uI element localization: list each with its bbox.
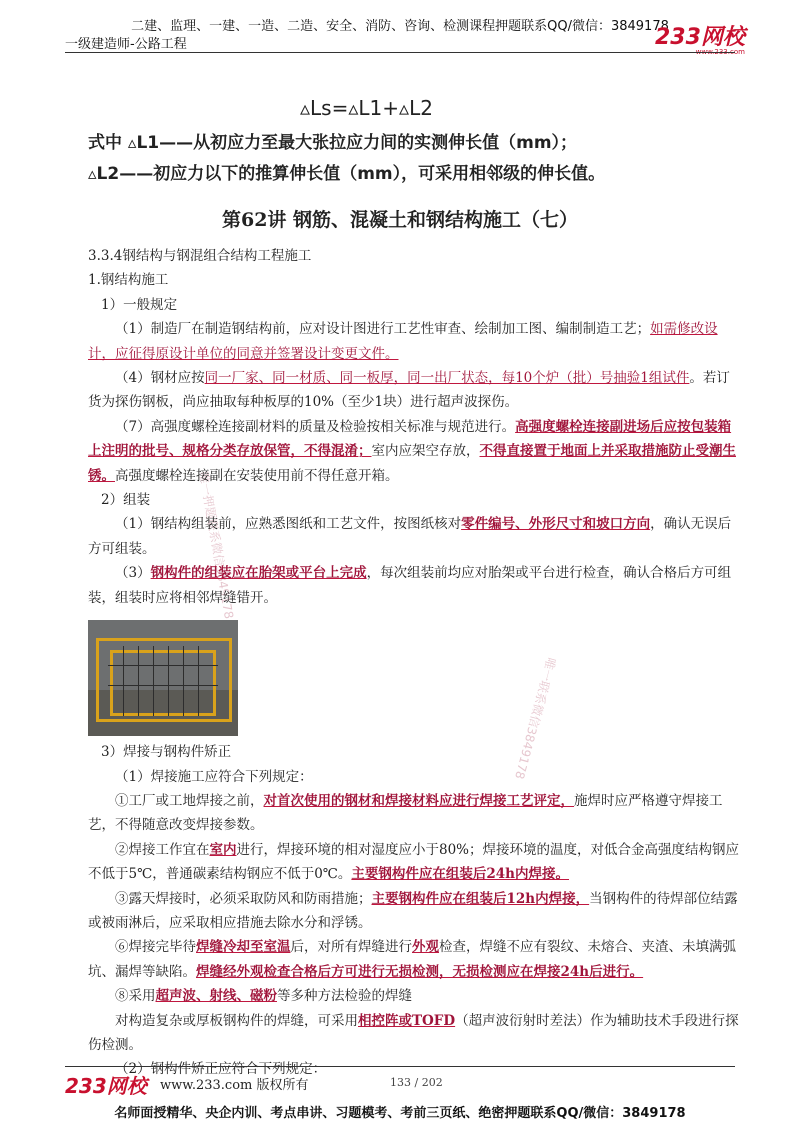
paragraph (88, 317, 743, 366)
text: ⑧采用 (115, 988, 156, 1005)
text: 室内应架空存放， (371, 443, 480, 460)
text: ，确认无误后方可组装。 (88, 516, 732, 557)
highlight: 焊缝冷却至室温 (196, 939, 291, 956)
subsection-heading: 1）一般规定 (101, 296, 178, 313)
highlight: 室内 (209, 841, 237, 858)
header-logo-text: 233网校 (655, 25, 745, 50)
watermark-diagonal: 唯一联系微信3849178 (512, 655, 559, 781)
section-heading: 3.3.4钢结构与钢混组合结构工程施工 (88, 248, 312, 264)
text: 施焊时应严格遵守焊接工艺，不得随意改变焊接参数。 (88, 792, 723, 834)
text: ⑥焊接完毕待 (115, 939, 196, 956)
highlight: 主要钢构件应在组装后24h内焊接。 (351, 866, 569, 883)
text: （1）制造厂在制造钢结构前，应对设计图进行工艺性审查、绘制加工图、编制制造工艺； (115, 321, 651, 338)
highlight: 主要钢构件应在组装后12h内焊接， (371, 890, 590, 907)
text: （4）钢材应按 (115, 370, 205, 387)
highlight: 不得直接置于地面上并采取措施防止受潮生锈。 (88, 443, 736, 484)
paragraph (88, 984, 743, 1008)
text: ③露天焊接时，必须采取防风和防雨措施； (115, 890, 372, 907)
highlight: 外观 (412, 939, 439, 956)
steel-rebar-cage-photo (88, 620, 238, 736)
text: 检查，焊缝不应有裂纹、未熔合、夹渣、未填满弧坑、漏焊等缺陷。 (88, 939, 736, 980)
definition-line-1: 式中 ▵L1——从初应力至最大张拉应力间的实测伸长值（mm）； (88, 133, 578, 153)
text: 高强度螺栓连接副在安装使用前不得任意开箱。 (115, 467, 399, 484)
text: 当钢构件的待焊部位结露或被雨淋后，应采取相应措施去除水分和浮锈。 (88, 890, 738, 931)
photo-rebar (108, 685, 218, 686)
paragraph (88, 789, 743, 838)
footer-ad: 名师面授精华、央企内训、考点串讲、习题模考、考前三页纸、绝密押题联系QQ/微信：3849178 (114, 1106, 686, 1121)
text: （3） (115, 565, 151, 582)
photo-rebar (198, 646, 199, 716)
text: 等多种方法检验的焊缝 (277, 988, 412, 1005)
photo-rebar (123, 646, 124, 716)
text: 后，对所有焊缝进行 (290, 939, 412, 956)
text: 。若订货为探伤钢板，尚应抽取每种板厚的10%（至少1块）进行超声波探伤。 (88, 370, 730, 411)
paragraph (88, 1009, 743, 1058)
highlight: 钢构件的组装应在胎架或平台上完成 (150, 565, 367, 582)
paragraph (88, 887, 743, 936)
photo-yellow-frame (110, 650, 216, 716)
paragraph (88, 415, 743, 488)
text: （1）钢结构组装前，应熟悉图纸和工艺文件，按图纸核对 (115, 516, 462, 533)
text: 进行，焊接环境的相对湿度应小于80%；焊接环境的温度，对低合金高强度结构钢应不低于5℃，普通碳素结构钢应不低于0℃。 (88, 841, 740, 883)
section-heading: 1.钢结构施工 (88, 272, 169, 289)
footer-divider (65, 1066, 735, 1067)
paragraph: （1）焊接施工应符合下列规定： (115, 768, 313, 785)
paragraph (88, 935, 743, 984)
highlight: 超声波、射线、磁粉 (155, 988, 277, 1005)
highlight: 高强度螺栓连接副进场后应按包装箱上注明的批号、规格分类存放保管，不得混淆； (88, 418, 732, 460)
text: ②焊接工作宜在 (115, 841, 210, 858)
footer-logo: 233网校 (65, 1074, 147, 1098)
text: ①工厂或工地焊接之前， (115, 792, 264, 809)
page-number: 133 / 202 (390, 1076, 443, 1089)
photo-rebar (168, 646, 169, 716)
highlight: 零件编号、外形尺寸和坡口方向 (461, 516, 651, 533)
text: ，每次组装前均应对胎架或平台进行检查，确认合格后方可组装，组装时应将相邻焊缝错开。 (88, 565, 732, 606)
paragraph (88, 561, 743, 610)
header-subtitle: 一级建造师-公路工程 (65, 37, 187, 52)
text: （超声波衍射时差法）作为辅助技术手段进行探伤检测。 (88, 1012, 739, 1053)
header-divider (65, 52, 735, 53)
photo-rebar (153, 646, 154, 716)
header-logo (655, 20, 745, 56)
subsection-heading: 2）组装 (101, 492, 151, 509)
formula: ▵Ls=▵L1+▵L2 (300, 96, 433, 120)
photo-rebar (138, 646, 139, 716)
highlight: 相控阵或TOFD (358, 1012, 456, 1029)
photo-rebar (183, 646, 184, 716)
page-title: 第62讲 钢筋、混凝土和钢结构施工（七） (221, 209, 579, 231)
highlight: 焊缝经外观检查合格后方可进行无损检测，无损检测应在焊接24h后进行。 (196, 963, 644, 980)
watermark-vertical: 唯一押题联系微信3849178 (196, 470, 236, 620)
highlight: 对首次使用的钢材和焊接材料应进行焊接工艺评定， (263, 792, 574, 809)
paragraph (88, 512, 743, 561)
highlight: 同一厂家、同一材质、同一板厚，同一出厂状态，每10个炉（批）号抽验1组试件 (204, 370, 690, 387)
paragraph (88, 838, 743, 887)
text: 对构造复杂或厚板钢构件的焊缝，可采用 (115, 1012, 358, 1029)
footer-site: www.233.com 版权所有 (160, 1078, 309, 1093)
definition-line-2: ▵L2——初应力以下的推算伸长值（mm），可采用相邻级的伸长值。 (88, 164, 606, 184)
subsection-heading: 3）焊接与钢构件矫正 (101, 744, 232, 761)
paragraph (88, 366, 743, 415)
document-body (88, 244, 743, 1082)
photo-rebar (108, 665, 218, 666)
text: （7）高强度螺栓连接副材料的质量及检验按相关标准与规范进行。 (115, 418, 516, 435)
paragraph: （2）钢构件矫正应符合下列规定： (115, 1061, 327, 1078)
header-top-line: 二建、监理、一建、一造、二造、安全、消防、咨询、检测课程押题联系QQ/微信：3849178 (131, 19, 669, 34)
header-logo-url: www.233.com (695, 48, 745, 56)
highlight: 如需修改设计，应征得原设计单位的同意并签署设计变更文件。 (88, 321, 718, 362)
